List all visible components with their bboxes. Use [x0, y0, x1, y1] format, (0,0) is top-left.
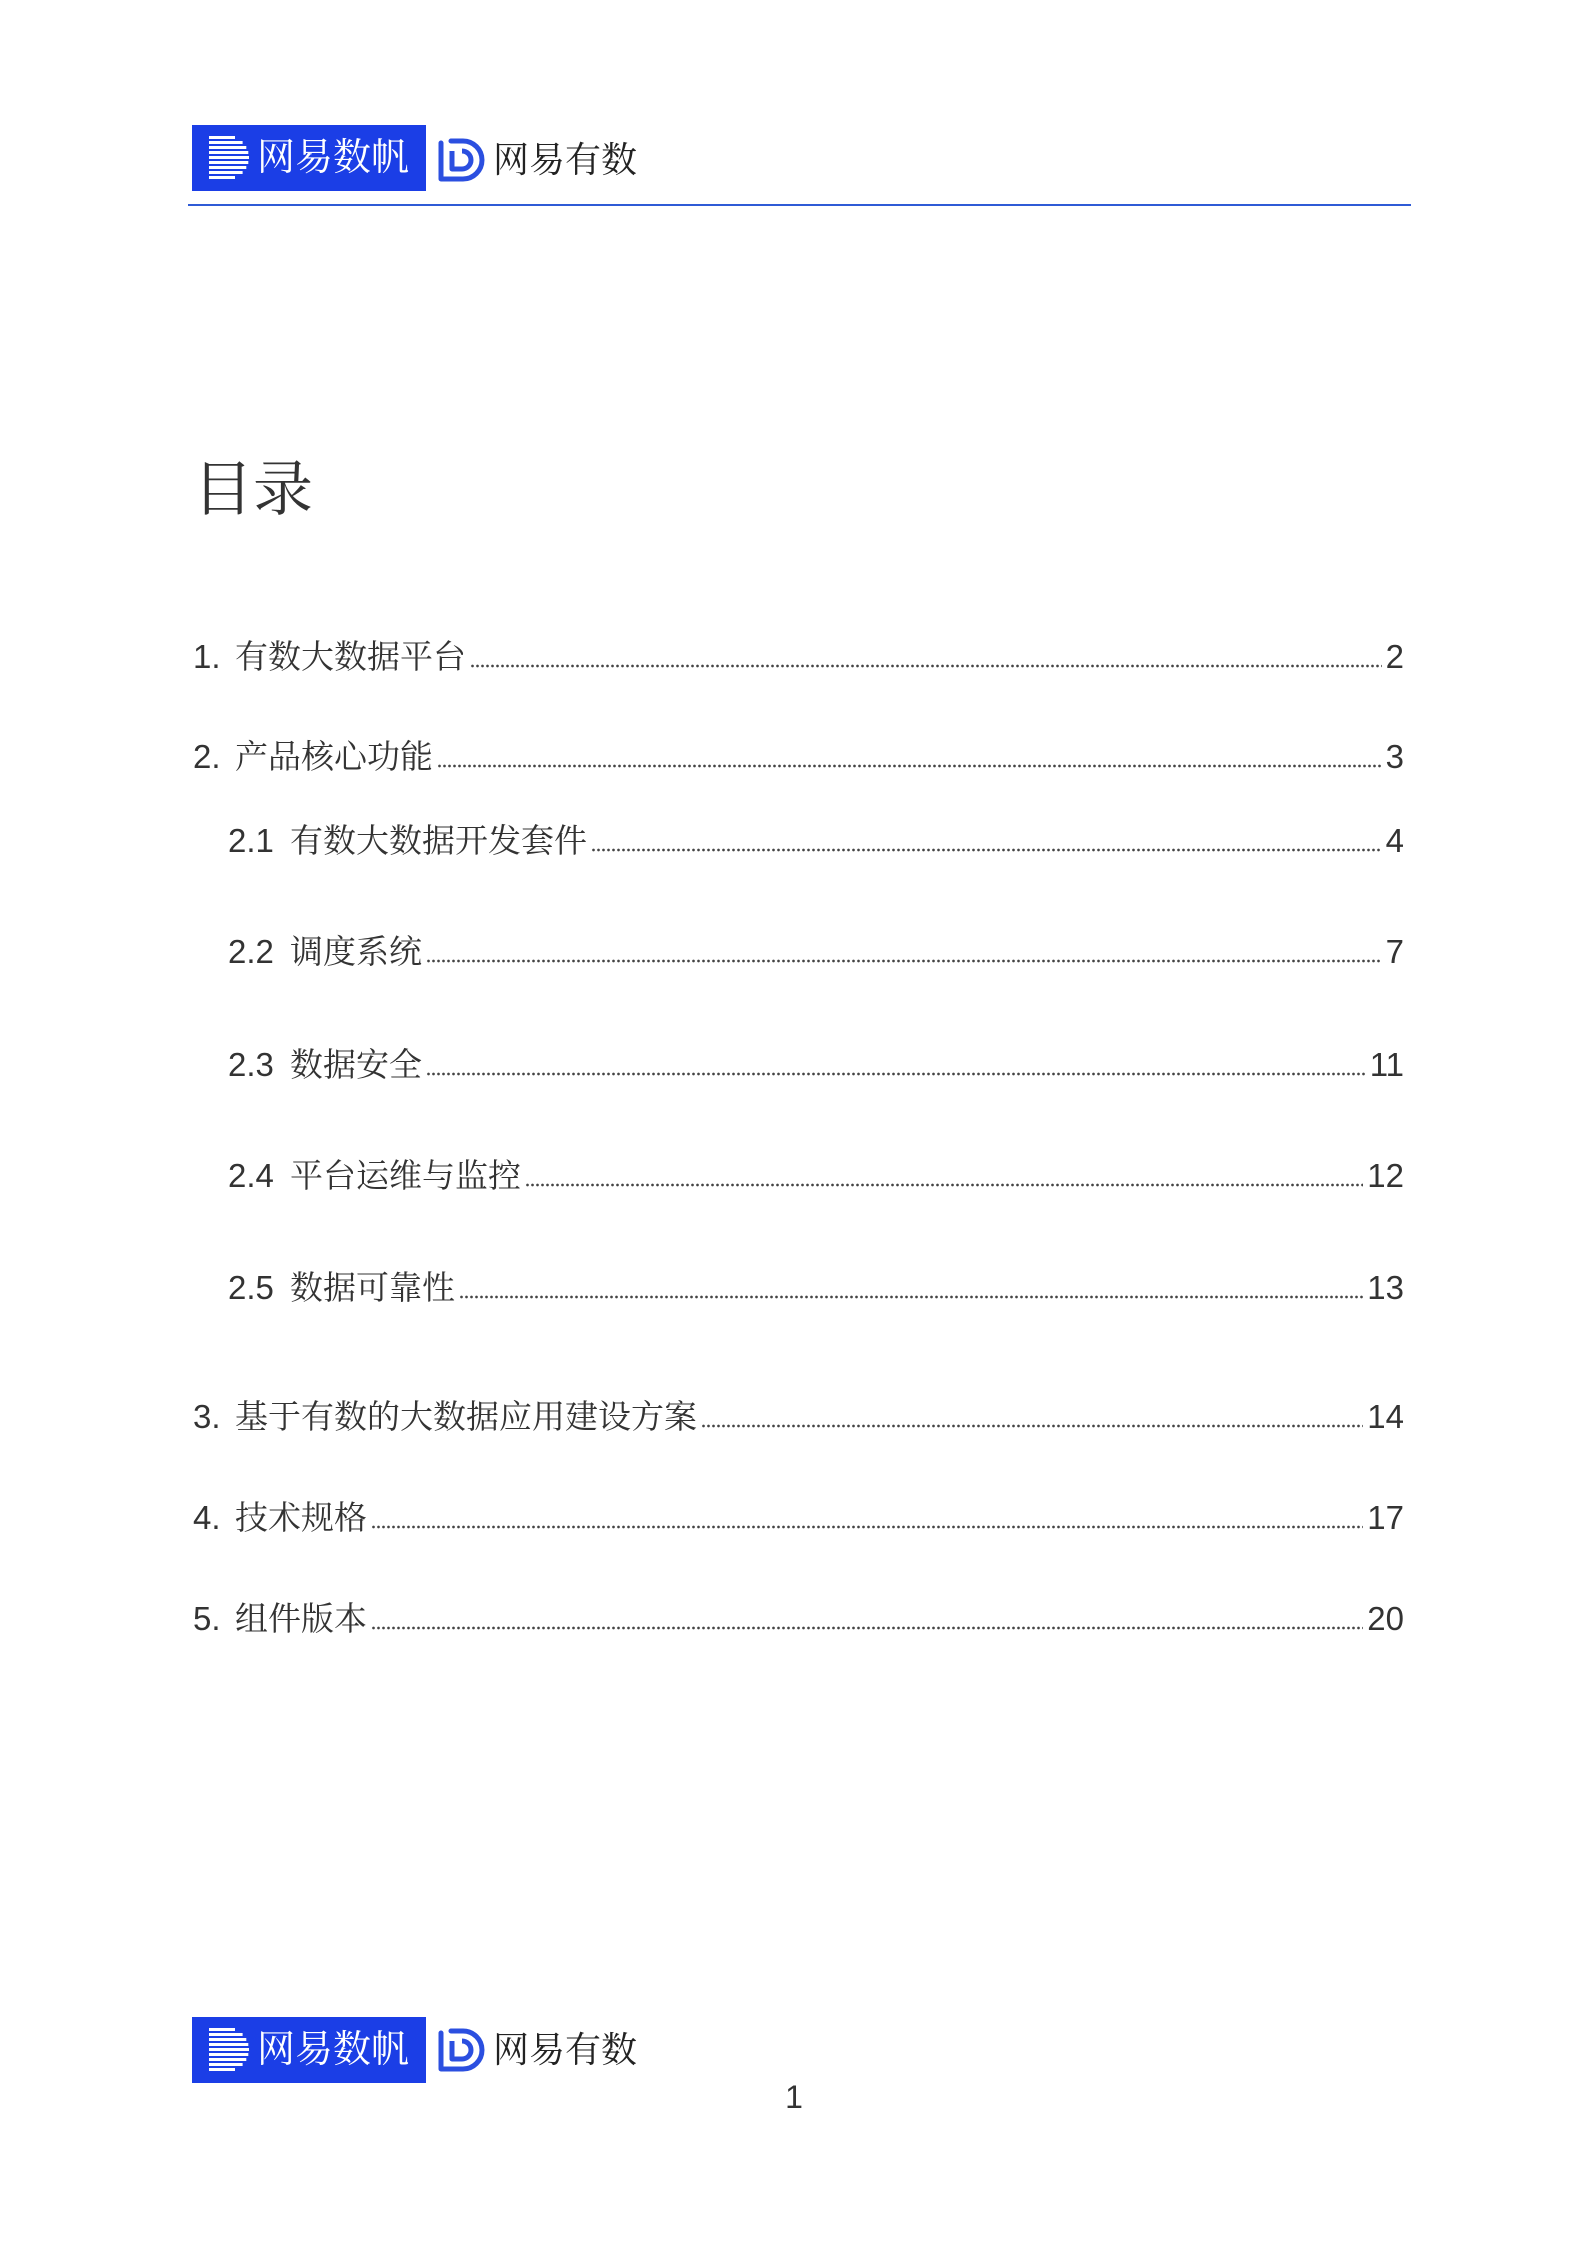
- toc-entry-title: 数据可靠性: [290, 1269, 455, 1306]
- netease-shufan-logo: [192, 125, 426, 191]
- toc-entry-number: 2.4: [228, 1157, 274, 1194]
- toc-dot-leader: [459, 1266, 1363, 1310]
- toc-entry-number: 2.: [193, 738, 221, 775]
- toc-entry-number: 5.: [193, 1600, 221, 1637]
- netease-shufan-logo: [192, 2017, 426, 2083]
- toc-entry-title: 调度系统: [290, 933, 422, 970]
- stripe-d-icon: [209, 2028, 249, 2072]
- toc-entry-number: 2.2: [228, 933, 274, 970]
- toc-entry-number: 2.5: [228, 1269, 274, 1306]
- youshu-d-icon: [437, 137, 485, 183]
- toc-entry-2-3[interactable]: [228, 1043, 1404, 1087]
- toc-entry-number: 2.3: [228, 1046, 274, 1083]
- toc-entry-2-5[interactable]: [228, 1266, 1404, 1310]
- toc-entry-title: 有数大数据平台: [235, 638, 466, 675]
- toc-entry-title: 平台运维与监控: [290, 1157, 521, 1194]
- toc-entry-page-number: 14: [1367, 1398, 1404, 1435]
- toc-dot-leader: [426, 930, 1382, 974]
- toc-entry-5[interactable]: [193, 1597, 1404, 1641]
- toc-dot-leader: [437, 735, 1382, 779]
- toc-dot-leader: [371, 1597, 1363, 1641]
- toc-entry-number: 1.: [193, 638, 221, 675]
- toc-entry-page-number: 13: [1367, 1269, 1404, 1306]
- toc-dot-leader: [525, 1154, 1363, 1198]
- netease-shufan-logo-text: 网易数帆: [257, 2029, 410, 2071]
- toc-entry-2-1[interactable]: [228, 819, 1404, 863]
- toc-dot-leader: [591, 819, 1382, 863]
- toc-entry-page-number: 17: [1367, 1499, 1404, 1536]
- toc-entry-page-number: 12: [1367, 1157, 1404, 1194]
- page-number: 1: [785, 2079, 803, 2115]
- toc-entry-title: 数据安全: [290, 1046, 422, 1083]
- toc-entry-2[interactable]: [193, 735, 1404, 779]
- toc-entry-3[interactable]: [193, 1395, 1404, 1439]
- youshu-d-icon: [437, 2027, 485, 2073]
- toc-entry-2-4[interactable]: [228, 1154, 1404, 1198]
- toc-entry-1[interactable]: [193, 635, 1404, 679]
- toc-entry-4[interactable]: [193, 1496, 1404, 1540]
- toc-dot-leader: [426, 1043, 1366, 1087]
- toc-dot-leader: [470, 635, 1382, 679]
- toc-entry-page-number: 2: [1385, 638, 1404, 675]
- toc-entry-title: 产品核心功能: [235, 738, 433, 775]
- toc-entry-page-number: 4: [1385, 822, 1404, 859]
- page-title: 目录: [193, 456, 313, 523]
- toc-entry-title: 技术规格: [235, 1499, 367, 1536]
- toc-entry-2-2[interactable]: [228, 930, 1404, 974]
- netease-youshu-logo-text: 网易有数: [493, 139, 638, 180]
- toc-dot-leader: [701, 1395, 1363, 1439]
- header-divider: [188, 204, 1411, 206]
- toc-dot-leader: [371, 1496, 1363, 1540]
- toc-entry-title: 组件版本: [235, 1600, 367, 1637]
- toc-entry-title: 有数大数据开发套件: [290, 822, 587, 859]
- netease-shufan-logo-text: 网易数帆: [257, 137, 410, 179]
- stripe-d-icon: [209, 136, 249, 180]
- toc-entry-title: 基于有数的大数据应用建设方案: [235, 1398, 697, 1435]
- toc-entry-page-number: 20: [1367, 1600, 1404, 1637]
- toc-entry-number: 3.: [193, 1398, 221, 1435]
- toc-entry-page-number: 7: [1385, 933, 1404, 970]
- toc-entry-page-number: 3: [1385, 738, 1404, 775]
- toc-entry-number: 2.1: [228, 822, 274, 859]
- toc-entry-number: 4.: [193, 1499, 221, 1536]
- netease-youshu-logo-text: 网易有数: [493, 2029, 638, 2070]
- toc-entry-page-number: 11: [1369, 1046, 1404, 1083]
